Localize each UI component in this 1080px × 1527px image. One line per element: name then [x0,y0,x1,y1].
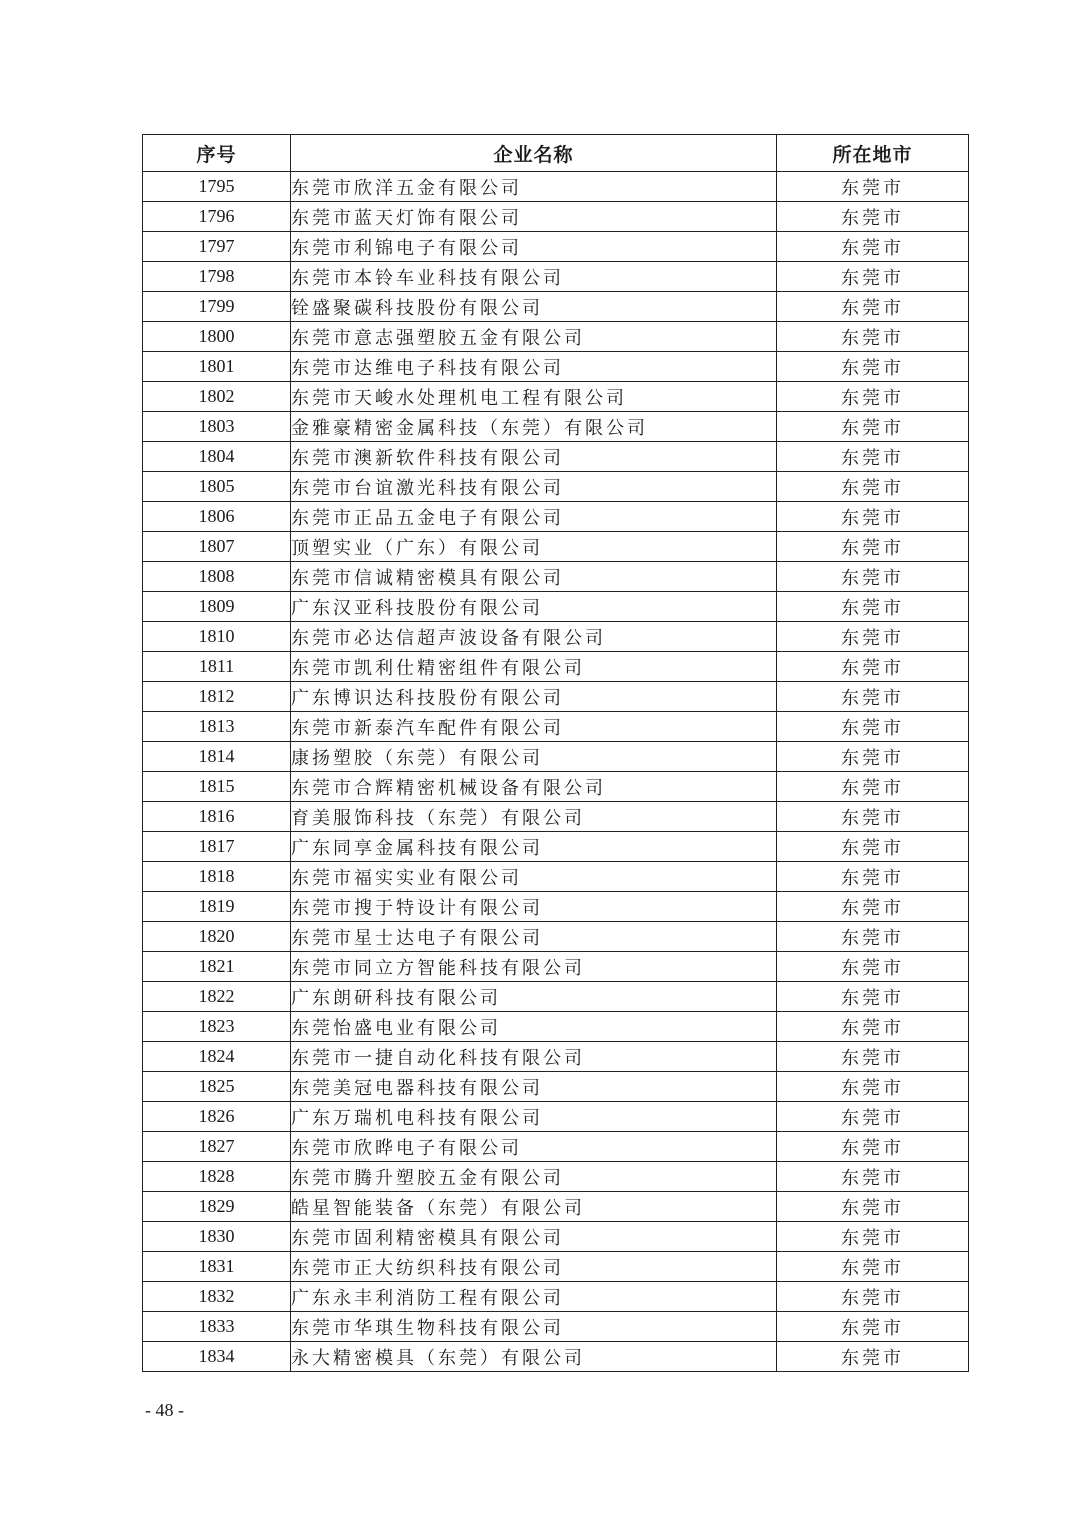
company-name-cell: 东莞市正品五金电子有限公司 [291,502,777,532]
company-name-cell: 广东博识达科技股份有限公司 [291,682,777,712]
table-row [143,592,969,622]
table-row [143,1252,969,1282]
city-cell: 东莞市 [777,682,969,712]
company-name-cell: 东莞市达维电子科技有限公司 [291,352,777,382]
table-row [143,1102,969,1132]
company-name-cell: 东莞市华琪生物科技有限公司 [291,1312,777,1342]
company-name-cell: 广东汉亚科技股份有限公司 [291,592,777,622]
company-name-cell: 东莞市澳新软件科技有限公司 [291,442,777,472]
city-cell: 东莞市 [777,652,969,682]
company-name-cell: 金雅豪精密金属科技（东莞）有限公司 [291,412,777,442]
serial-number-cell: 1832 [143,1282,291,1312]
company-name-cell: 东莞市本铃车业科技有限公司 [291,262,777,292]
table-row [143,712,969,742]
table-row [143,562,969,592]
city-cell: 东莞市 [777,1222,969,1252]
city-cell: 东莞市 [777,772,969,802]
header-city: 所在地市 [777,135,969,172]
city-cell: 东莞市 [777,502,969,532]
city-cell: 东莞市 [777,1102,969,1132]
city-cell: 东莞市 [777,592,969,622]
serial-number-cell: 1804 [143,442,291,472]
table-row [143,802,969,832]
header-company-name: 企业名称 [291,135,777,172]
table-row [143,532,969,562]
table-header [143,135,969,172]
table-row [143,232,969,262]
city-cell: 东莞市 [777,1132,969,1162]
company-name-cell: 永大精密模具（东莞）有限公司 [291,1342,777,1372]
company-name-cell: 东莞市新泰汽车配件有限公司 [291,712,777,742]
company-name-cell: 东莞市星士达电子有限公司 [291,922,777,952]
table-row [143,922,969,952]
table-row [143,442,969,472]
city-cell: 东莞市 [777,832,969,862]
company-name-cell: 东莞市信诚精密模具有限公司 [291,562,777,592]
city-cell: 东莞市 [777,562,969,592]
serial-number-cell: 1825 [143,1072,291,1102]
city-cell: 东莞市 [777,1342,969,1372]
table-row [143,472,969,502]
serial-number-cell: 1802 [143,382,291,412]
company-name-cell: 广东万瑞机电科技有限公司 [291,1102,777,1132]
serial-number-cell: 1833 [143,1312,291,1342]
city-cell: 东莞市 [777,202,969,232]
serial-number-cell: 1815 [143,772,291,802]
table-row [143,1222,969,1252]
serial-number-cell: 1818 [143,862,291,892]
city-cell: 东莞市 [777,892,969,922]
serial-number-cell: 1799 [143,292,291,322]
table-row [143,982,969,1012]
company-name-cell: 东莞市欣洋五金有限公司 [291,172,777,202]
city-cell: 东莞市 [777,292,969,322]
table-row [143,1072,969,1102]
serial-number-cell: 1795 [143,172,291,202]
table-row [143,1342,969,1372]
serial-number-cell: 1801 [143,352,291,382]
serial-number-cell: 1813 [143,712,291,742]
serial-number-cell: 1824 [143,1042,291,1072]
table-row [143,772,969,802]
city-cell: 东莞市 [777,322,969,352]
city-cell: 东莞市 [777,442,969,472]
serial-number-cell: 1806 [143,502,291,532]
table-row [143,292,969,322]
city-cell: 东莞市 [777,862,969,892]
company-name-cell: 东莞市搜于特设计有限公司 [291,892,777,922]
city-cell: 东莞市 [777,1312,969,1342]
serial-number-cell: 1798 [143,262,291,292]
city-cell: 东莞市 [777,532,969,562]
serial-number-cell: 1808 [143,562,291,592]
serial-number-cell: 1831 [143,1252,291,1282]
company-name-cell: 铨盛聚碳科技股份有限公司 [291,292,777,322]
table-row [143,622,969,652]
table-row [143,1312,969,1342]
table-row [143,832,969,862]
company-name-cell: 东莞市正大纺织科技有限公司 [291,1252,777,1282]
city-cell: 东莞市 [777,472,969,502]
company-name-cell: 东莞市一捷自动化科技有限公司 [291,1042,777,1072]
serial-number-cell: 1816 [143,802,291,832]
company-name-cell: 东莞市意志强塑胶五金有限公司 [291,322,777,352]
city-cell: 东莞市 [777,622,969,652]
serial-number-cell: 1826 [143,1102,291,1132]
city-cell: 东莞市 [777,262,969,292]
city-cell: 东莞市 [777,802,969,832]
table-row [143,502,969,532]
table-row [143,652,969,682]
serial-number-cell: 1803 [143,412,291,442]
serial-number-cell: 1817 [143,832,291,862]
serial-number-cell: 1811 [143,652,291,682]
company-name-cell: 东莞市福实实业有限公司 [291,862,777,892]
table-row [143,1042,969,1072]
serial-number-cell: 1823 [143,1012,291,1042]
city-cell: 东莞市 [777,1012,969,1042]
table-row [143,1192,969,1222]
city-cell: 东莞市 [777,982,969,1012]
city-cell: 东莞市 [777,352,969,382]
city-cell: 东莞市 [777,922,969,952]
company-name-cell: 皓星智能装备（东莞）有限公司 [291,1192,777,1222]
company-name-cell: 东莞市天峻水处理机电工程有限公司 [291,382,777,412]
table-row [143,682,969,712]
table-row [143,892,969,922]
city-cell: 东莞市 [777,382,969,412]
company-name-cell: 东莞市腾升塑胶五金有限公司 [291,1162,777,1192]
company-name-cell: 广东同享金属科技有限公司 [291,832,777,862]
company-name-cell: 广东朗研科技有限公司 [291,982,777,1012]
serial-number-cell: 1800 [143,322,291,352]
table-body [143,172,969,1372]
serial-number-cell: 1807 [143,532,291,562]
company-name-cell: 东莞市利锦电子有限公司 [291,232,777,262]
serial-number-cell: 1814 [143,742,291,772]
table-row [143,202,969,232]
table-row [143,262,969,292]
company-name-cell: 东莞市台谊激光科技有限公司 [291,472,777,502]
company-name-cell: 广东永丰利消防工程有限公司 [291,1282,777,1312]
serial-number-cell: 1820 [143,922,291,952]
company-name-cell: 东莞市欣晔电子有限公司 [291,1132,777,1162]
city-cell: 东莞市 [777,1072,969,1102]
company-name-cell: 东莞怡盛电业有限公司 [291,1012,777,1042]
serial-number-cell: 1810 [143,622,291,652]
company-name-cell: 东莞市凯利仕精密组件有限公司 [291,652,777,682]
city-cell: 东莞市 [777,712,969,742]
table-row [143,412,969,442]
city-cell: 东莞市 [777,412,969,442]
city-cell: 东莞市 [777,232,969,262]
serial-number-cell: 1809 [143,592,291,622]
enterprise-table [142,134,969,1372]
serial-number-cell: 1819 [143,892,291,922]
table-row [143,1132,969,1162]
serial-number-cell: 1821 [143,952,291,982]
company-name-cell: 东莞市同立方智能科技有限公司 [291,952,777,982]
header-serial-number: 序号 [143,135,291,172]
city-cell: 东莞市 [777,1162,969,1192]
table-row [143,742,969,772]
table-row [143,382,969,412]
company-name-cell: 东莞市必达信超声波设备有限公司 [291,622,777,652]
page-number: - 48 - [145,1400,184,1420]
header-row [143,135,969,172]
serial-number-cell: 1812 [143,682,291,712]
serial-number-cell: 1829 [143,1192,291,1222]
company-name-cell: 东莞市固利精密模具有限公司 [291,1222,777,1252]
company-name-cell: 育美服饰科技（东莞）有限公司 [291,802,777,832]
city-cell: 东莞市 [777,952,969,982]
serial-number-cell: 1805 [143,472,291,502]
table-row [143,322,969,352]
serial-number-cell: 1828 [143,1162,291,1192]
serial-number-cell: 1827 [143,1132,291,1162]
serial-number-cell: 1796 [143,202,291,232]
company-name-cell: 顶塑实业（广东）有限公司 [291,532,777,562]
table-row [143,172,969,202]
city-cell: 东莞市 [777,1252,969,1282]
city-cell: 东莞市 [777,1042,969,1072]
table-row [143,352,969,382]
serial-number-cell: 1822 [143,982,291,1012]
city-cell: 东莞市 [777,172,969,202]
serial-number-cell: 1834 [143,1342,291,1372]
table-row [143,1012,969,1042]
company-name-cell: 东莞美冠电器科技有限公司 [291,1072,777,1102]
company-name-cell: 东莞市合辉精密机械设备有限公司 [291,772,777,802]
city-cell: 东莞市 [777,1192,969,1222]
table-row [143,862,969,892]
table-row [143,952,969,982]
serial-number-cell: 1830 [143,1222,291,1252]
table-row [143,1162,969,1192]
city-cell: 东莞市 [777,742,969,772]
company-name-cell: 康扬塑胶（东莞）有限公司 [291,742,777,772]
company-name-cell: 东莞市蓝天灯饰有限公司 [291,202,777,232]
table-row [143,1282,969,1312]
serial-number-cell: 1797 [143,232,291,262]
city-cell: 东莞市 [777,1282,969,1312]
